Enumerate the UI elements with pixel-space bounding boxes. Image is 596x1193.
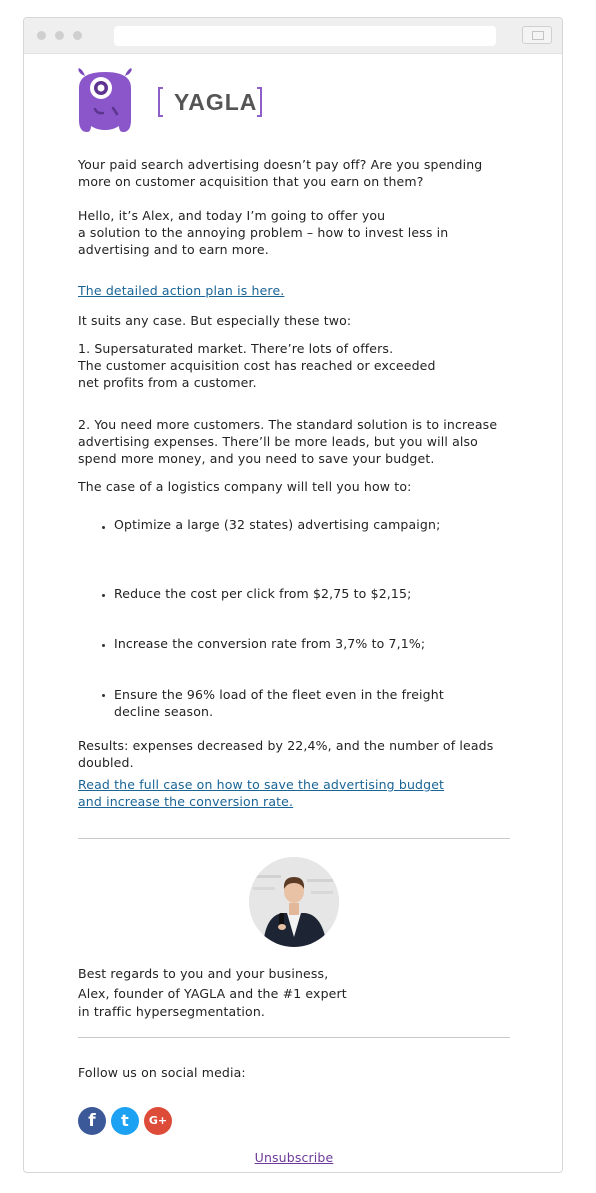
intro-line-2: more on customer acquisition that you earn on them? bbox=[78, 174, 424, 189]
signature-line-1: Best regards to you and your business, bbox=[78, 966, 329, 981]
social-label: Follow us on social media: bbox=[78, 1065, 246, 1080]
brand-wordmark bbox=[158, 87, 262, 119]
bullet-dot bbox=[102, 694, 105, 697]
window-close-dot[interactable] bbox=[37, 31, 46, 40]
case1-line-2: The customer acquisition cost has reached or exceeded bbox=[78, 358, 436, 373]
case2-line-1: 2. You need more customers. The standard solution is to increase bbox=[78, 417, 498, 432]
facebook-glyph: f bbox=[88, 1111, 96, 1131]
greeting-line-1: Hello, it’s Alex, and today I’m going to offer you bbox=[78, 208, 386, 223]
divider bbox=[78, 1037, 510, 1038]
logistics-text: The case of a logistics company will tell you how to: bbox=[78, 479, 412, 494]
case2-line-2: advertising expenses. There’ll be more leads, but you will also bbox=[78, 434, 478, 449]
twitter-glyph: t bbox=[121, 1111, 129, 1130]
facebook-icon[interactable] bbox=[78, 1107, 106, 1135]
bullet-item-4: Ensure the 96% load of the fleet even in the freight bbox=[114, 687, 444, 702]
greeting-line-2: a solution to the annoying problem – how to invest less in bbox=[78, 225, 449, 240]
bullet-dot bbox=[102, 526, 105, 529]
twitter-icon[interactable] bbox=[111, 1107, 139, 1135]
bullet-item-3: Increase the conversion rate from 3,7% to 7,1%; bbox=[114, 636, 426, 651]
address-bar[interactable] bbox=[114, 26, 496, 46]
brand-name: YAGLA bbox=[174, 89, 258, 115]
action-plan-link[interactable]: The detailed action plan is here. bbox=[78, 283, 285, 298]
window-tabs-button[interactable] bbox=[522, 26, 552, 44]
bullet-item-1: Optimize a large (32 states) advertising campaign; bbox=[114, 517, 441, 532]
case1-line-3: net profits from a customer. bbox=[78, 375, 257, 390]
browser-titlebar bbox=[24, 18, 562, 54]
full-case-link-line-1[interactable]: Read the full case on how to save the advertising budget bbox=[78, 777, 445, 792]
signature-line-2: Alex, founder of YAGLA and the #1 expert bbox=[78, 986, 347, 1001]
results-line-2: doubled. bbox=[78, 755, 134, 770]
divider bbox=[78, 838, 510, 839]
unsubscribe-link[interactable]: Unsubscribe bbox=[254, 1150, 334, 1165]
google-plus-icon[interactable] bbox=[144, 1107, 172, 1135]
case2-line-3: spend more money, and you need to save your budget. bbox=[78, 451, 435, 466]
google-plus-glyph: G+ bbox=[148, 1114, 168, 1127]
tabs-icon bbox=[532, 31, 544, 40]
full-case-link-line-2[interactable]: and increase the conversion rate. bbox=[78, 794, 294, 809]
bullet-dot bbox=[102, 644, 105, 647]
author-photo bbox=[249, 857, 339, 947]
greeting-line-3: advertising and to earn more. bbox=[78, 242, 269, 257]
results-line-1: Results: expenses decreased by 22,4%, and the number of leads bbox=[78, 738, 494, 753]
intro-line-1: Your paid search advertising doesn’t pay off? Are you spending bbox=[78, 157, 483, 172]
suits-text: It suits any case. But especially these two: bbox=[78, 313, 352, 328]
window-maximize-dot[interactable] bbox=[73, 31, 82, 40]
author-avatar-icon bbox=[249, 857, 339, 947]
bullet-item-4-cont: decline season. bbox=[114, 704, 214, 719]
yagla-mascot-logo bbox=[73, 68, 137, 134]
bullet-dot bbox=[102, 594, 105, 597]
case1-line-1: 1. Supersaturated market. There’re lots of offers. bbox=[78, 341, 394, 356]
signature-line-3: in traffic hypersegmentation. bbox=[78, 1004, 266, 1019]
window-minimize-dot[interactable] bbox=[55, 31, 64, 40]
bullet-item-2: Reduce the cost per click from $2,75 to $2,15; bbox=[114, 586, 412, 601]
